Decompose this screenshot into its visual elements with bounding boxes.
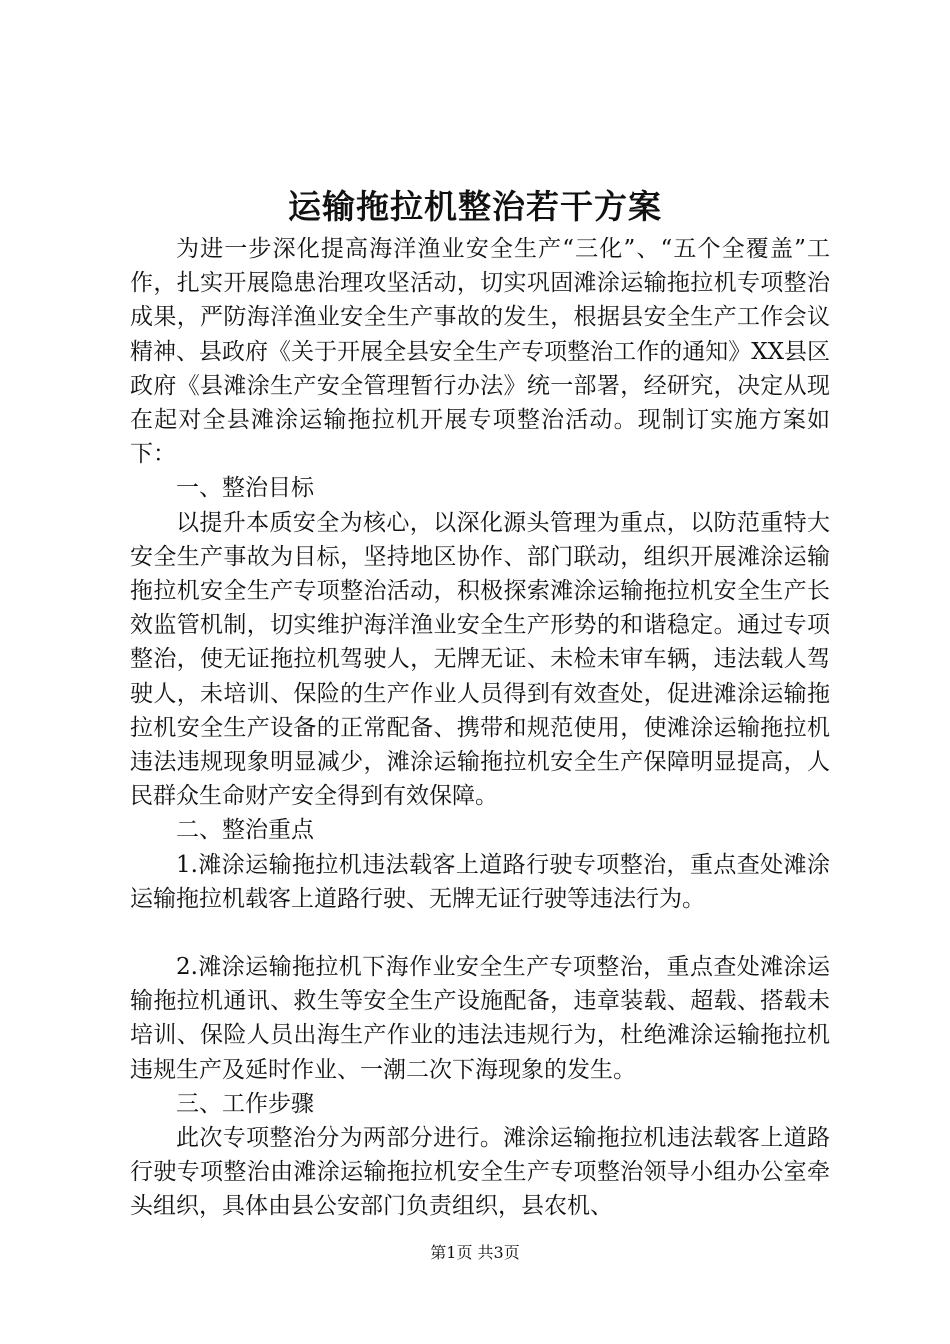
document-body xyxy=(130,232,830,1224)
steps-paragraph: 此次专项整治分为两部分进行。滩涂运输拖拉机违法载客上道路行驶专项整治由滩涂运输拖拉机安全生产专项整治领导小组办公室牵头组织，具体由县公安部门负责组织，县农机、 xyxy=(130,1125,830,1220)
section-heading-goals: 一、整治目标 xyxy=(176,475,314,502)
section-heading-focus: 二、整治重点 xyxy=(176,817,314,844)
section-heading-steps: 三、工作步骤 xyxy=(176,1090,314,1117)
goals-paragraph: 以提升本质安全为核心，以深化源头管理为重点，以防范重特大安全生产事故为目标，坚持地区协作、部门联动，组织开展滩涂运输拖拉机安全生产专项整治活动，积极探索滩涂运输拖拉机安全生产长效监管机制，切实维护海洋渔业安全生产形势的和谐稳定。通过专项整治，使无证拖拉机驾驶人，无牌无证、未检未审车辆，违法载人驾驶人，未培训、保险的生产作业人员得到有效查处，促进滩涂运输拖拉机安全生产设备的正常配备、携带和规范使用，使滩涂运输拖拉机违法违规现象明显减少，滩涂运输拖拉机安全生产保障明显提高，人民群众生命财产安全得到有效保障。 xyxy=(130,509,830,810)
intro-paragraph: 为进一步深化提高海洋渔业安全生产“三化”、“五个全覆盖”工作，扎实开展隐患治理攻坚活动，切实巩固滩涂运输拖拉机专项整治成果，严防海洋渔业安全生产事故的发生，根据县安全生产工作会议精神、县政府《关于开展全县安全生产专项整治工作的通知》XX县区政府《县滩涂生产安全管理暂行办法》统一部署，经研究，决定从现在起对全县滩涂运输拖拉机开展专项整治活动。现制订实施方案如下： xyxy=(130,236,830,468)
document-title: 运输拖拉机整治若干方案 xyxy=(288,187,662,226)
focus-item-2: 2.滩涂运输拖拉机下海作业安全生产专项整治，重点查处滩涂运输拖拉机通讯、救生等安全生产设施配备，违章装载、超载、搭载未培训、保险人员出海生产作业的违法违规行为，杜绝滩涂运输拖拉机违规生产及延时作业、一潮二次下海现象的发生。 xyxy=(130,954,830,1083)
page-footer: 第1页 共3页 xyxy=(430,1243,520,1262)
focus-item-1: 1.滩涂运输拖拉机违法载客上道路行驶专项整治，重点查处滩涂运输拖拉机载客上道路行驶、无牌无证行驶等违法行为。 xyxy=(130,851,830,912)
